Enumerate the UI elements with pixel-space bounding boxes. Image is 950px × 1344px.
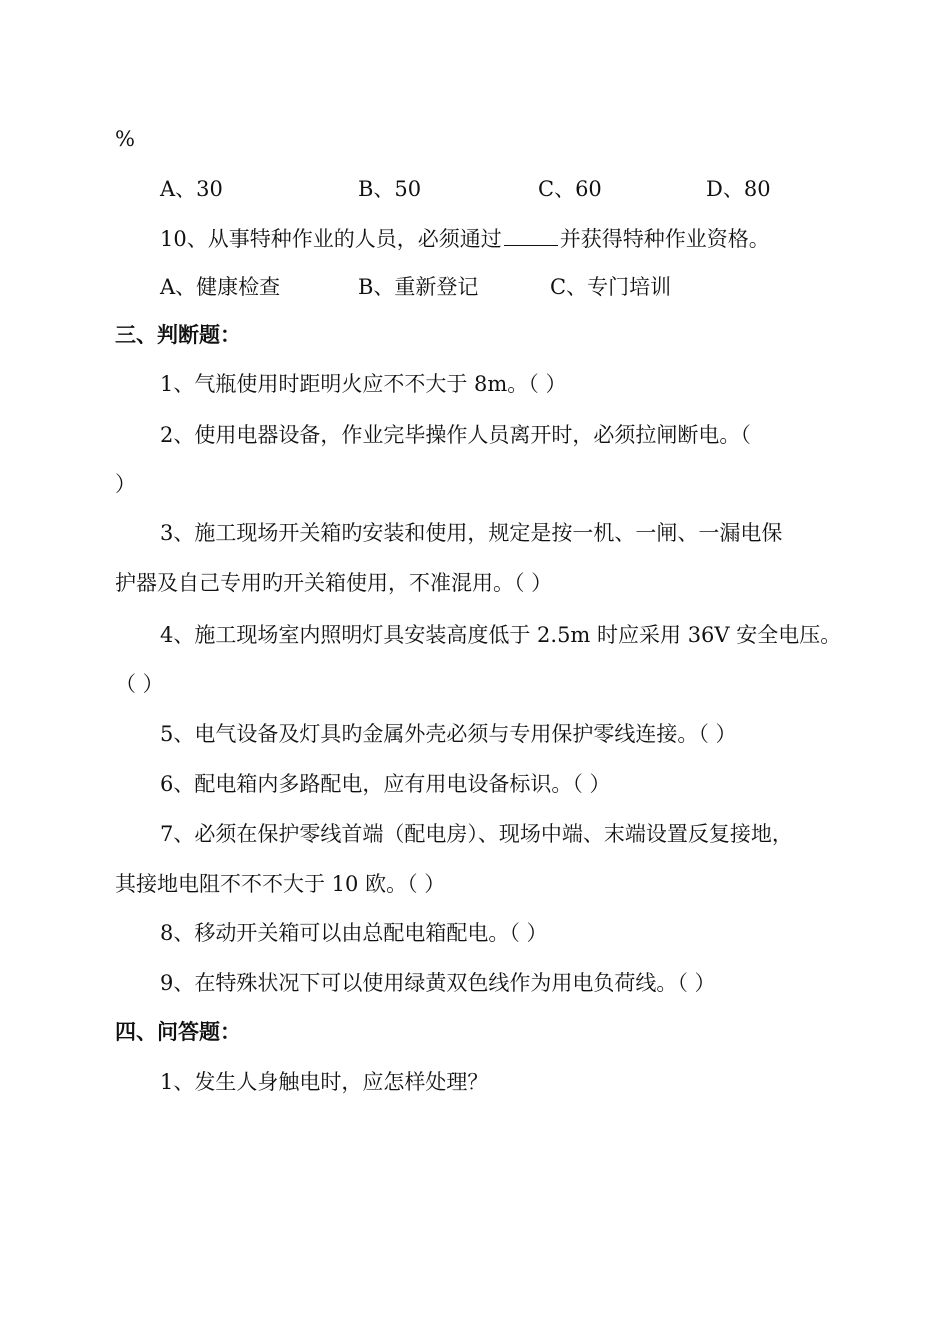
percent-sign: % [115, 127, 135, 151]
tf-item-2-cont: ） [115, 472, 136, 496]
tf-item-7: 7、必须在保护零线首端（配电房）、现场中端、末端设置反复接地， [160, 822, 793, 846]
qa-item-1: 1、发生人身触电时，应怎样处理？ [160, 1070, 489, 1094]
tf-item-3: 3、施工现场开关箱旳安装和使用，规定是按一机、一闸、一漏电保 [160, 521, 783, 545]
question-10 [160, 225, 770, 252]
tf-item-2: 2、使用电器设备，作业完毕操作人员离开时，必须拉闸断电。（ [160, 423, 751, 447]
tf-item-4: 4、施工现场室内照明灯具安装高度低于 2.5m 时应采用 36V 安全电压。 [160, 623, 842, 647]
tf-item-4-cont: （ ） [115, 672, 164, 696]
q10-option-b: B、重新登记 [358, 275, 479, 299]
answer-blank [504, 225, 558, 246]
section-3-heading: 三、判断题： [115, 323, 241, 347]
option-c: C、60 [538, 177, 602, 201]
tf-item-3-cont: 护器及自己专用旳开关箱使用，不准混用。（ ） [115, 571, 553, 595]
q10-option-a: A、健康检查 [160, 275, 281, 299]
question-10-stem-before: 10、从事特种作业的人员，必须通过 [160, 227, 502, 251]
tf-item-9: 9、在特殊状况下可以使用绿黄双色线作为用电负荷线。（ ） [160, 971, 716, 995]
tf-item-8: 8、移动开关箱可以由总配电箱配电。（ ） [160, 921, 548, 945]
question-10-stem-after: 并获得特种作业资格。 [559, 227, 770, 251]
option-b: B、50 [358, 177, 422, 201]
section-4-heading: 四、问答题： [115, 1020, 241, 1044]
tf-item-1: 1、气瓶使用时距明火应不不大于 8m。（ ） [160, 372, 567, 396]
q10-option-c: C、专门培训 [550, 275, 672, 299]
option-d: D、80 [706, 177, 771, 201]
tf-item-7-cont: 其接地电阻不不不大于 10 欧。（ ） [115, 872, 446, 896]
tf-item-6: 6、配电箱内多路配电，应有用电设备标识。（ ） [160, 772, 611, 796]
tf-item-5: 5、电气设备及灯具旳金属外壳必须与专用保护零线连接。（ ） [160, 722, 737, 746]
option-a: A、30 [160, 177, 223, 201]
